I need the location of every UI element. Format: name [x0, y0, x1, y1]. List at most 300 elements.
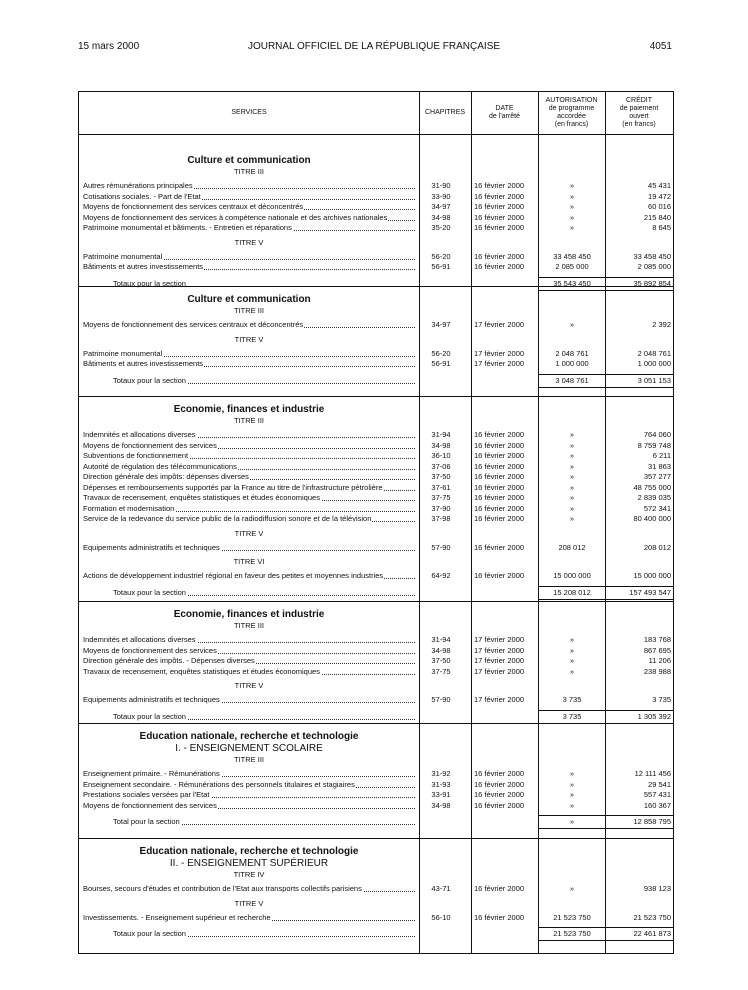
table-row: [79, 213, 673, 223]
row-chapitre: 37-90: [431, 503, 451, 513]
row-label-text: Equipements administratifs et techniques: [83, 695, 220, 704]
total-credit: 157 493 547: [629, 587, 671, 597]
row-date: 16 février 2000: [474, 472, 525, 481]
row-credit: 238 988: [643, 666, 671, 676]
row-autorisation: »: [569, 514, 575, 523]
row-label-text: Autorité de régulation des télécommunications: [83, 461, 237, 471]
table-row: [79, 430, 673, 440]
row-label-text: Moyens de fonctionnement des services centraux et déconcentrés: [83, 320, 304, 329]
row-label-text: Enseignement secondaire. - Rémunérations des personnels titulaires et stagiaires: [83, 779, 355, 789]
row-chapitre: 35-20: [431, 223, 451, 232]
row-date: 16 février 2000: [474, 514, 525, 523]
col-header-auth-line: AUTORISATION: [545, 97, 598, 104]
row-chapitre: 34-98: [431, 645, 451, 655]
row-credit: 1 000 000: [637, 359, 671, 368]
row-autorisation: »: [569, 212, 575, 222]
row-label-text: Moyens de fonctionnement des services à compétence nationale et des archives nationales: [83, 212, 388, 222]
row-chapitre: 57-90: [431, 542, 451, 552]
table-row: [79, 493, 673, 503]
table-row: [79, 695, 673, 705]
total-credit: 1 305 392: [637, 711, 671, 721]
titre-heading: TITRE IV: [233, 870, 265, 879]
row-label: [83, 252, 417, 262]
col-header-chapitres: [419, 92, 471, 134]
total-rule: [538, 387, 673, 388]
row-autorisation: »: [569, 451, 575, 460]
row-label: [83, 769, 417, 779]
row-date: 17 février 2000: [474, 695, 525, 704]
row-credit: 938 123: [643, 884, 671, 893]
page-date: 15 mars 2000: [78, 41, 140, 52]
row-date: 16 février 2000: [474, 800, 525, 810]
row-label: [83, 441, 417, 451]
row-chapitre: 56-20: [431, 251, 451, 261]
col-header-credit-line: CRÉDIT: [625, 97, 653, 104]
col-header-date-line: DATE: [495, 105, 514, 112]
row-chapitre: 36-10: [431, 451, 451, 460]
section-title: Culture et communication: [187, 294, 311, 305]
row-chapitre: 31-94: [431, 430, 451, 439]
row-credit: 867 695: [643, 645, 671, 655]
table-row: [79, 913, 673, 923]
row-credit: 2 839 035: [637, 493, 671, 502]
col-header-auth-line: accordée: [557, 113, 586, 120]
total-row: [79, 376, 673, 386]
row-date: 16 février 2000: [474, 451, 525, 460]
col-header-auth-line: (en francs): [554, 121, 589, 128]
table-row: [79, 769, 673, 779]
row-chapitre: 57-90: [431, 695, 451, 704]
row-credit: 183 768: [643, 635, 671, 644]
row-label: [83, 504, 417, 514]
row-chapitre: 34-97: [431, 320, 451, 329]
col-header-services: [79, 92, 419, 134]
total-autorisation: 21 523 750: [553, 929, 591, 938]
col-header-credit-line: (en francs): [622, 121, 656, 128]
section-title: Education nationale, recherche et technologie: [139, 731, 359, 742]
table-row: [79, 571, 673, 581]
row-chapitre: 37-61: [431, 482, 451, 492]
row-date: 16 février 2000: [474, 430, 525, 439]
row-credit: 80 400 000: [633, 514, 671, 523]
row-date: 17 février 2000: [474, 320, 525, 329]
row-credit: 12 111 456: [634, 769, 671, 778]
total-row: [79, 712, 673, 722]
table-row: [79, 656, 673, 666]
table-row: [79, 192, 673, 202]
total-label-text: Totaux pour la section: [113, 587, 186, 597]
section-title: Economie, finances et industrie: [173, 404, 325, 415]
section-separator: [79, 396, 673, 397]
row-label-text: Travaux de recensement, enquêtes statistiques et études économiques: [83, 493, 320, 502]
row-date: 16 février 2000: [474, 779, 525, 789]
row-label: [83, 223, 417, 233]
total-row: [79, 588, 673, 598]
row-date: 16 février 2000: [474, 181, 525, 190]
row-label-text: Moyens de fonctionnement des services: [83, 645, 217, 655]
row-credit: 33 458 450: [633, 251, 671, 261]
section-separator: [79, 723, 673, 724]
row-label-text: Subventions de fonctionnement: [83, 451, 189, 460]
titre-heading: TITRE III: [234, 416, 264, 425]
row-autorisation: 21 523 750: [553, 912, 591, 922]
row-date: 16 février 2000: [474, 912, 525, 922]
row-autorisation: »: [569, 181, 575, 190]
row-chapitre: 56-91: [431, 262, 451, 271]
table-row: [79, 252, 673, 262]
table-row: [79, 504, 673, 514]
table-row: [79, 359, 673, 369]
table-row: [79, 635, 673, 645]
row-date: 16 février 2000: [474, 769, 525, 778]
titre-heading: TITRE III: [234, 755, 264, 764]
row-label: [83, 472, 417, 482]
table-row: [79, 790, 673, 800]
total-autorisation: 35 543 450: [553, 278, 591, 288]
section-title: Culture et communication: [187, 155, 311, 166]
col-header-autorisation: [538, 92, 605, 134]
row-label: [83, 262, 417, 272]
row-chapitre: 34-98: [431, 212, 451, 222]
total-autorisation: 3 048 761: [555, 375, 589, 385]
row-label: [83, 790, 417, 800]
row-label: [83, 514, 417, 524]
row-chapitre: 34-97: [431, 202, 451, 211]
row-autorisation: »: [569, 790, 575, 799]
row-date: 17 février 2000: [474, 645, 525, 655]
row-credit: 160 367: [643, 800, 671, 810]
row-date: 17 février 2000: [474, 656, 525, 665]
row-chapitre: 31-94: [431, 635, 451, 644]
row-label: [83, 543, 417, 553]
row-autorisation: 15 000 000: [553, 571, 591, 580]
total-rule: [538, 374, 673, 375]
table-row: [79, 441, 673, 451]
titre-heading: TITRE V: [234, 528, 264, 538]
row-label-text: Autres rémunérations principales: [83, 181, 193, 190]
row-credit: 208 012: [643, 542, 671, 552]
total-rule: [538, 927, 673, 928]
row-chapitre: 56-91: [431, 359, 451, 368]
page-number: 4051: [649, 41, 672, 52]
appropriations-table: [78, 91, 674, 954]
row-label-text: Patrimoine monumental: [83, 348, 163, 358]
row-label: [83, 451, 417, 461]
row-credit: 3 735: [652, 695, 671, 704]
col-header-auth-line: de programme: [548, 105, 595, 112]
row-date: 16 février 2000: [474, 262, 525, 271]
row-label: [83, 202, 417, 212]
total-row: [79, 817, 673, 827]
row-date: 16 février 2000: [474, 571, 525, 580]
row-label-text: Indemnités et allocations diverses: [83, 430, 196, 439]
col-header-credit: [605, 92, 673, 134]
row-autorisation: »: [569, 430, 575, 439]
row-autorisation: »: [569, 666, 575, 676]
row-credit: 31 863: [648, 461, 671, 471]
row-label-text: Service de la redevance du service public de la radiodiffusion sonore et de la télévision: [83, 514, 372, 523]
row-chapitre: 31-90: [431, 181, 451, 190]
total-row: [79, 929, 673, 939]
titre-heading: TITRE III: [234, 621, 264, 630]
row-label: [83, 483, 417, 493]
row-date: 16 février 2000: [474, 790, 525, 799]
row-label: [83, 667, 417, 677]
row-label-text: Indemnités et allocations diverses: [83, 635, 196, 644]
table-row: [79, 646, 673, 656]
row-date: 16 février 2000: [474, 493, 525, 502]
row-credit: 21 523 750: [633, 912, 671, 922]
row-autorisation: »: [569, 191, 575, 201]
row-credit: 8 759 748: [637, 440, 671, 450]
table-row: [79, 349, 673, 359]
total-rule: [538, 599, 673, 600]
col-header-services-label: SERVICES: [231, 109, 267, 116]
row-autorisation: »: [569, 223, 575, 232]
row-label-text: Moyens de fonctionnement des services: [83, 800, 217, 810]
total-label-text: Totaux pour la section: [113, 929, 186, 938]
row-autorisation: 208 012: [558, 542, 586, 552]
row-date: 16 février 2000: [474, 223, 525, 232]
col-header-credit-line: de paiement: [619, 105, 659, 112]
row-autorisation: 33 458 450: [553, 251, 591, 261]
table-body: [79, 134, 673, 953]
row-label-text: Direction générale des impôts: dépenses diverses: [83, 472, 249, 481]
section-separator: [79, 601, 673, 602]
row-label-text: Patrimoine monumental et bâtiments. - Entretien et réparations: [83, 223, 292, 232]
row-autorisation: »: [569, 202, 575, 211]
row-chapitre: 37-75: [431, 666, 451, 676]
table-row: [79, 451, 673, 461]
col-header-credit-line: ouvert: [629, 113, 649, 120]
titre-heading: TITRE V: [234, 237, 264, 247]
total-credit: 22 461 873: [633, 929, 671, 938]
row-date: 16 février 2000: [474, 251, 525, 261]
row-chapitre: 56-20: [431, 348, 451, 358]
row-autorisation: »: [569, 320, 575, 329]
row-autorisation: »: [569, 472, 575, 481]
row-credit: 6 211: [652, 451, 671, 460]
row-credit: 215 840: [643, 212, 671, 222]
table-row: [79, 320, 673, 330]
row-chapitre: 33-90: [431, 191, 451, 201]
row-autorisation: »: [569, 656, 575, 665]
row-label: [83, 913, 417, 923]
row-autorisation: »: [569, 635, 575, 644]
titre-heading: TITRE V: [234, 898, 264, 908]
table-row: [79, 472, 673, 482]
total-rule: [538, 277, 673, 278]
row-label-text: Dépenses et remboursements supportés par la France au titre de l'infrastructure pétrolière: [83, 482, 383, 492]
table-row: [79, 801, 673, 811]
row-chapitre: 43-71: [431, 884, 451, 893]
total-rule: [538, 940, 673, 941]
row-label-text: Moyens de fonctionnement des services: [83, 440, 217, 450]
total-label-text: Total pour la section: [113, 817, 180, 826]
row-date: 16 février 2000: [474, 542, 525, 552]
section-title: Economie, finances et industrie: [173, 609, 325, 620]
total-rule: [538, 586, 673, 587]
row-autorisation: »: [569, 440, 575, 450]
row-label: [83, 430, 417, 440]
row-label: [83, 181, 417, 191]
total-credit: 3 051 153: [637, 375, 671, 385]
row-credit: 19 472: [648, 191, 671, 201]
row-autorisation: »: [569, 645, 575, 655]
row-chapitre: 33-91: [431, 790, 451, 799]
row-credit: 45 431: [648, 181, 671, 190]
row-label-text: Formation et modernisation: [83, 503, 175, 513]
row-label-text: Direction générale des impôts. - Dépenses diverses: [83, 656, 255, 665]
row-credit: 48 755 000: [633, 482, 671, 492]
row-credit: 8 645: [652, 223, 671, 232]
row-chapitre: 37-06: [431, 461, 451, 471]
row-autorisation: »: [569, 800, 575, 810]
row-chapitre: 31-92: [431, 769, 451, 778]
row-date: 16 février 2000: [474, 461, 525, 471]
row-credit: 557 431: [643, 790, 671, 799]
total-label: [113, 929, 417, 939]
total-label: [113, 712, 417, 722]
row-autorisation: 2 085 000: [555, 262, 589, 271]
row-credit: 11 206: [648, 656, 671, 665]
row-autorisation: 3 735: [562, 695, 582, 704]
table-row: [79, 462, 673, 472]
row-date: 16 février 2000: [474, 212, 525, 222]
col-header-date-line: de l'arrêté: [489, 113, 520, 120]
row-date: 17 février 2000: [474, 666, 525, 676]
row-label-text: Cotisations sociales. - Part de l'Etat: [83, 191, 201, 201]
titre-heading: TITRE V: [234, 334, 264, 344]
row-date: 16 février 2000: [474, 482, 525, 492]
section-separator: [79, 838, 673, 839]
row-credit: 572 341: [643, 503, 671, 513]
row-credit: 15 000 000: [633, 571, 671, 580]
row-autorisation: »: [569, 779, 575, 789]
row-autorisation: »: [569, 884, 575, 893]
total-rule: [538, 710, 673, 711]
total-row: [79, 279, 673, 289]
row-date: 16 février 2000: [474, 440, 525, 450]
row-autorisation: »: [569, 503, 575, 513]
row-date: 17 février 2000: [474, 348, 525, 358]
table-row: [79, 514, 673, 524]
total-label: [113, 376, 417, 386]
table-row: [79, 223, 673, 233]
row-chapitre: 64-92: [431, 571, 451, 580]
titre-heading: TITRE VI: [233, 557, 265, 566]
total-autorisation: »: [569, 817, 575, 826]
titre-heading: TITRE V: [234, 681, 264, 690]
row-label-text: Investissements. - Enseignement supérieur et recherche: [83, 912, 271, 922]
row-chapitre: 31-93: [431, 779, 451, 789]
row-label: [83, 695, 417, 705]
row-date: 16 février 2000: [474, 503, 525, 513]
row-label: [83, 646, 417, 656]
row-label-text: Bâtiments et autres investissements: [83, 359, 204, 368]
total-rule: [538, 290, 673, 291]
row-label-text: Enseignement primaire. - Rémunérations: [83, 769, 220, 778]
total-label-text: Totaux pour la section: [113, 278, 186, 288]
total-rule: [538, 815, 673, 816]
row-credit: 2 048 761: [637, 348, 671, 358]
row-date: 16 février 2000: [474, 884, 525, 893]
row-credit: 60 016: [648, 202, 671, 211]
row-label: [83, 320, 417, 330]
row-credit: 29 541: [648, 779, 671, 789]
table-row: [79, 181, 673, 191]
row-chapitre: 37-75: [431, 493, 451, 502]
row-label: [83, 656, 417, 666]
section-separator: [79, 286, 673, 287]
total-rule: [538, 828, 673, 829]
total-label: [113, 588, 417, 598]
total-credit: 12 858 795: [633, 817, 671, 826]
table-row: [79, 262, 673, 272]
row-chapitre: 37-98: [431, 514, 451, 523]
total-autorisation: 3 735: [562, 711, 582, 721]
row-autorisation: 2 048 761: [555, 348, 589, 358]
col-header-date: [471, 92, 538, 134]
col-header-chapitres-label: CHAPITRES: [424, 109, 466, 116]
row-autorisation: »: [569, 461, 575, 471]
row-credit: 2 085 000: [637, 262, 671, 271]
row-label-text: Prestations sociales versées par l'Etat: [83, 790, 210, 799]
section-subtitle: I. - ENSEIGNEMENT SCOLAIRE: [175, 743, 323, 754]
row-date: 16 février 2000: [474, 202, 525, 211]
row-date: 17 février 2000: [474, 635, 525, 644]
table-row: [79, 483, 673, 493]
row-label: [83, 359, 417, 369]
row-label-text: Bâtiments et autres investissements: [83, 262, 204, 271]
row-chapitre: 37-50: [431, 656, 451, 665]
row-label: [83, 192, 417, 202]
row-label-text: Equipements administratifs et techniques: [83, 542, 220, 552]
row-chapitre: 34-98: [431, 800, 451, 810]
row-credit: 2 392: [652, 320, 671, 329]
total-label: [113, 817, 417, 827]
row-label-text: Patrimoine monumental: [83, 251, 163, 261]
row-label: [83, 635, 417, 645]
row-date: 17 février 2000: [474, 359, 525, 368]
row-label: [83, 884, 417, 894]
table-header: [79, 92, 673, 135]
section-subtitle: II. - ENSEIGNEMENT SUPÉRIEUR: [169, 858, 329, 869]
journal-title: JOURNAL OFFICIEL DE LA RÉPUBLIQUE FRANÇAISE: [247, 41, 501, 52]
row-autorisation: »: [569, 482, 575, 492]
row-label-text: Moyens de fonctionnement des services centraux et déconcentrés: [83, 202, 304, 211]
row-label: [83, 780, 417, 790]
row-label-text: Actions de développement industriel régional en faveur des petites et moyennes industries: [83, 571, 384, 580]
row-label: [83, 801, 417, 811]
table-row: [79, 202, 673, 212]
row-credit: 764 060: [643, 430, 671, 439]
total-label-text: Totaux pour la section: [113, 711, 186, 721]
row-label: [83, 349, 417, 359]
row-label: [83, 213, 417, 223]
row-label: [83, 493, 417, 503]
row-autorisation: »: [569, 769, 575, 778]
row-chapitre: 34-98: [431, 440, 451, 450]
row-label-text: Travaux de recensement, enquêtes statistiques et études économiques: [83, 666, 320, 676]
total-autorisation: 15 208 012: [553, 587, 591, 597]
total-credit: 35 892 854: [633, 278, 671, 288]
table-row: [79, 667, 673, 677]
row-date: 16 février 2000: [474, 191, 525, 201]
titre-heading: TITRE III: [234, 306, 264, 315]
row-label: [83, 462, 417, 472]
section-title: Education nationale, recherche et technologie: [139, 846, 359, 857]
